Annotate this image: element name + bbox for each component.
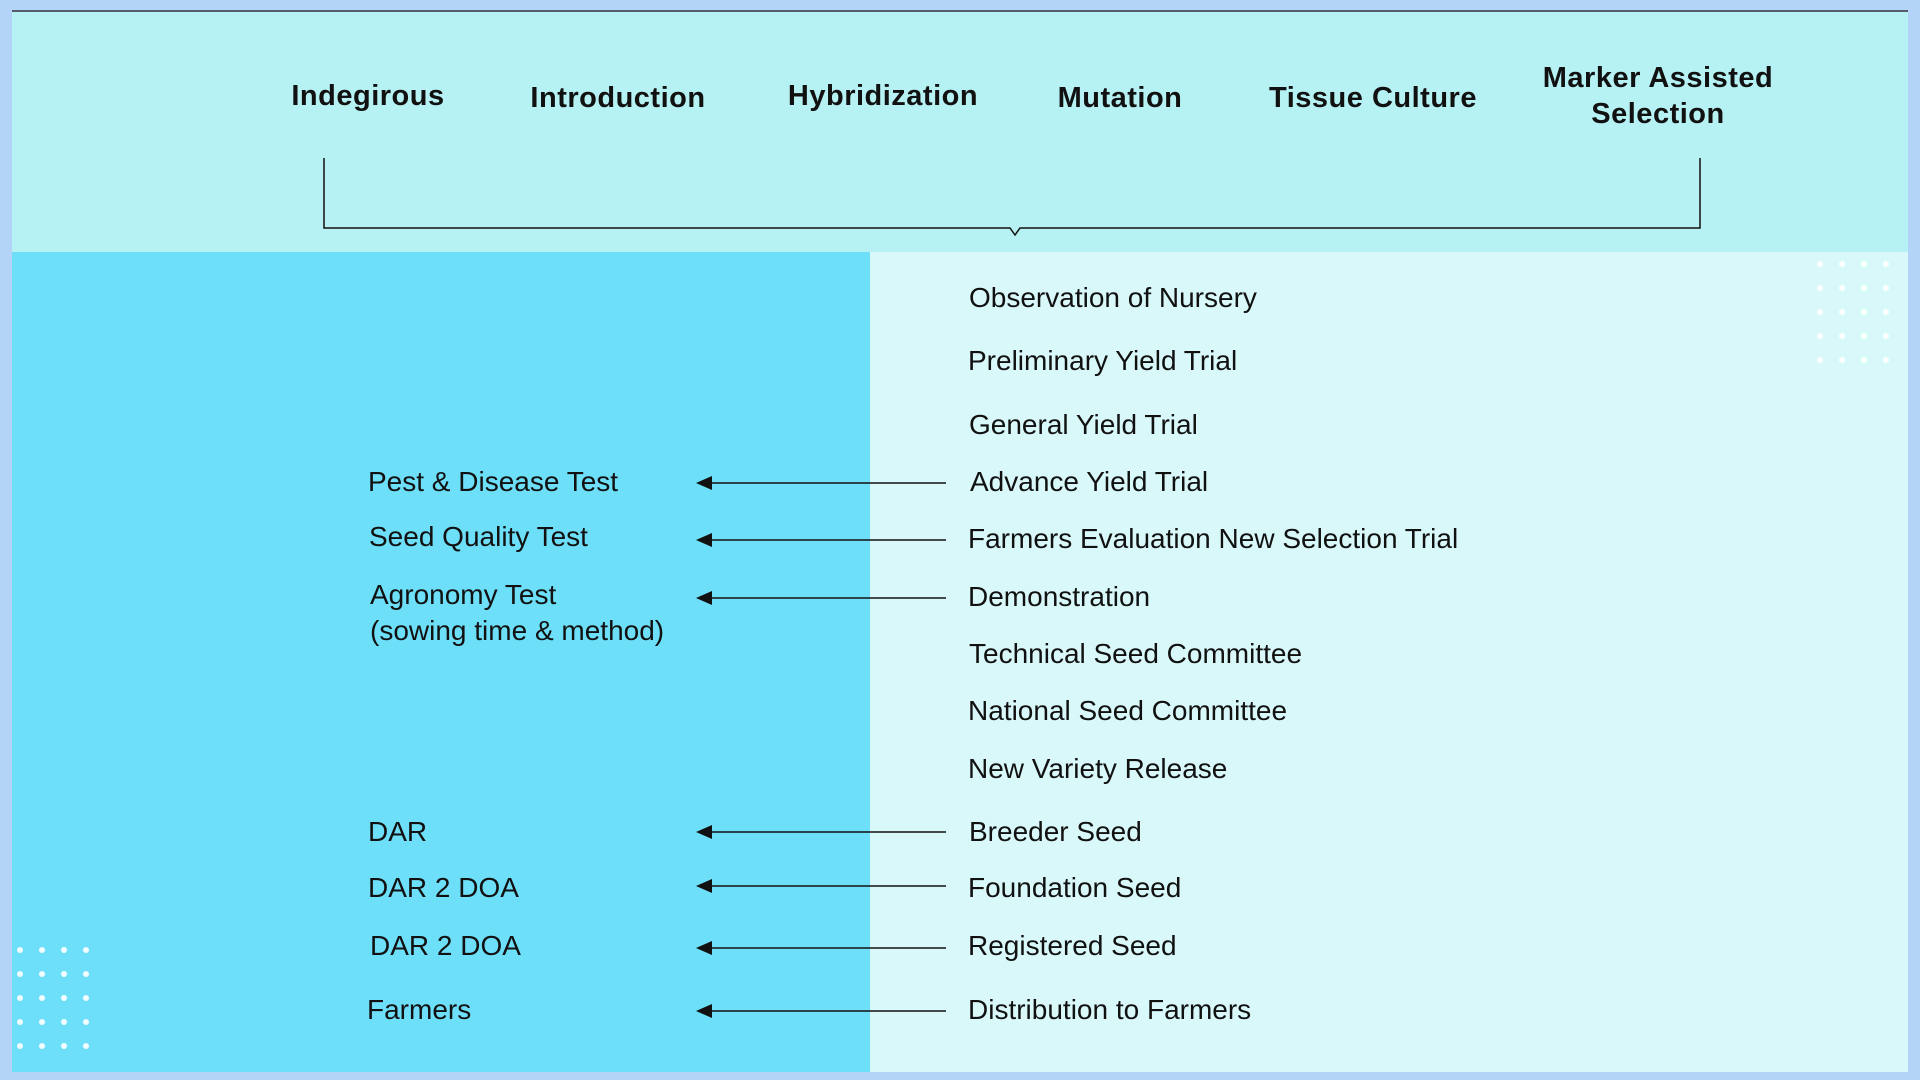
step-general-yield-trial: General Yield Trial [969,409,1198,440]
step-registered-seed: Registered Seed [968,930,1177,961]
method-introduction: Introduction [530,82,706,114]
connectors [12,10,1908,1072]
arrow-breeder-seed [696,825,946,839]
side-pest-disease-test: Pest & Disease Test [368,466,619,497]
method-hybridization: Hybridization [787,80,979,112]
arrow-registered-seed [696,941,946,955]
arrow-distribution-to-farmers [696,1004,946,1018]
side-dar: DAR [368,816,428,847]
step-foundation-seed: Foundation Seed [968,872,1182,903]
side-dar-2-doa-2: DAR 2 DOA [370,930,521,961]
arrow-farmers-evaluation [696,533,946,547]
step-advance-yield-trial: Advance Yield Trial [970,466,1209,497]
step-farmers-evaluation: Farmers Evaluation New Selection Trial [968,523,1459,554]
dot-grid-top-right [1812,252,1908,382]
method-marker-assisted-selection: Marker Assisted Selection [1542,62,1774,130]
side-dar-2-doa-1: DAR 2 DOA [368,872,519,903]
diagram-frame [12,10,1908,1072]
step-demonstration: Demonstration [968,581,1151,612]
dot-grid-bottom-left [12,940,108,1072]
method-tissue-culture: Tissue Culture [1269,82,1477,114]
arrow-foundation-seed [696,879,946,893]
side-farmers: Farmers [367,994,472,1025]
step-preliminary-yield-trial: Preliminary Yield Trial [968,345,1238,376]
step-new-variety-release: New Variety Release [968,753,1228,784]
side-agronomy-test: Agronomy Test (sowing time & method) [370,579,665,646]
step-breeder-seed: Breeder Seed [969,816,1142,847]
step-distribution-to-farmers: Distribution to Farmers [968,994,1252,1025]
side-seed-quality-test: Seed Quality Test [369,521,588,552]
step-national-seed-committee: National Seed Committee [968,695,1288,726]
step-observation-of-nursery: Observation of Nursery [969,282,1257,313]
methods-bracket [324,158,1700,235]
step-technical-seed-committee: Technical Seed Committee [969,638,1303,669]
arrow-advance-yield-trial [696,476,946,490]
arrow-demonstration [696,591,946,605]
method-mutation: Mutation [1057,82,1183,114]
method-indegirous: Indegirous [291,80,445,112]
